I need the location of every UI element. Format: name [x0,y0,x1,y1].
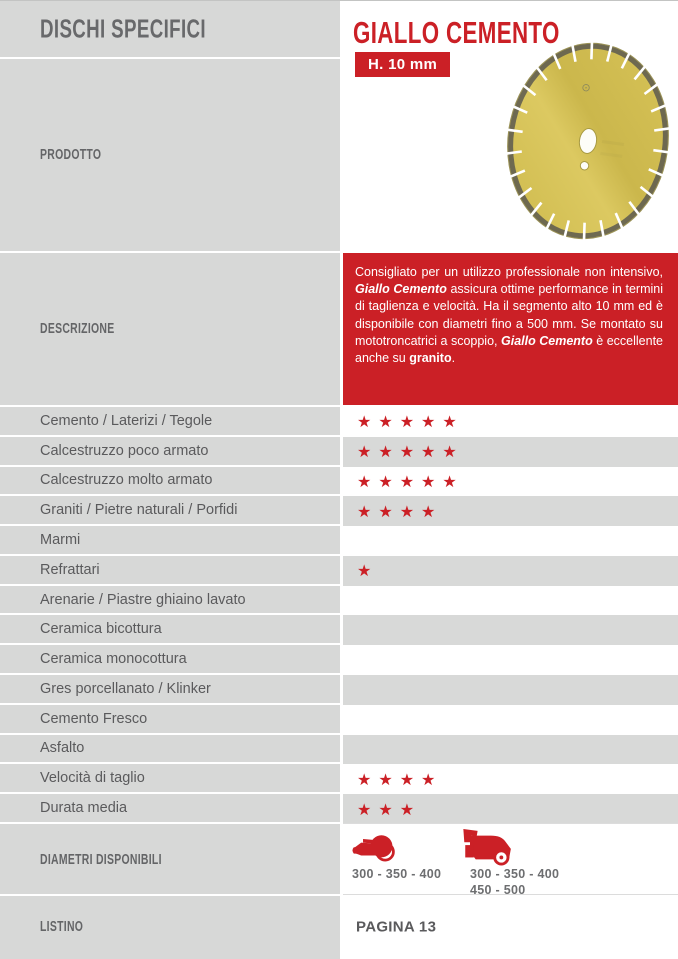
available-diameters [343,824,678,897]
table-row [0,675,678,705]
section-separator [0,57,340,59]
table-row [0,526,678,556]
star-icons: ★★★★★ [357,412,464,432]
star-icons: ★★★★★ [357,442,464,462]
product-title: GIALLO CEMENTO [353,15,560,50]
row-label: Ceramica monocottura [0,645,340,675]
description-segment-product-name: Giallo Cemento [501,333,593,348]
table-row [0,615,678,645]
description-text [343,253,678,405]
label-prodotto: PRODOTTO [40,147,102,163]
floor-saw-diameters [470,867,559,898]
table-row [0,467,678,497]
row-label: Calcestruzzo poco armato [0,437,340,467]
star-rating [343,437,678,467]
description-segment: Consigliato per un utilizzo professionale non intensivo, [355,265,663,279]
star-rating [343,496,678,526]
ratings-table [0,407,678,824]
star-rating [343,615,678,645]
star-icons: ★★★★ [357,769,443,789]
table-row [0,586,678,616]
row-label: Gres porcellanato / Klinker [0,675,340,705]
star-rating [343,586,678,616]
row-label: Refrattari [0,556,340,586]
diameter-line: 300 - 350 - 400 [352,867,442,881]
description-segment-granito: granito [409,351,452,366]
label-diametri-disponibili: DIAMETRI DISPONIBILI [40,852,162,868]
star-rating [343,735,678,765]
section-separator [0,405,340,407]
table-row [0,794,678,824]
table-row [0,407,678,437]
description-segment: . [451,351,456,366]
row-label: Asfalto [0,735,340,765]
cutter-diameters [352,867,441,883]
star-rating [343,705,678,735]
star-icons: ★★★★ [357,501,443,521]
page-title [40,14,270,45]
segment-height-badge: H. 10 mm [355,52,450,77]
star-icons: ★★★ [357,799,422,819]
row-label: Durata media [0,794,340,824]
diameter-line: 300 - 350 - 400 [470,867,560,881]
product-disc-image [498,38,678,245]
diameter-line: 450 - 500 [470,882,526,897]
table-row [0,735,678,765]
row-label: Calcestruzzo molto armato [0,467,340,497]
star-rating [343,764,678,794]
power-cutter-icon [352,835,398,865]
row-label: Arenarie / Piastre ghiaino lavato [0,586,340,616]
section-separator [0,251,340,253]
star-icons: ★★★★★ [357,471,464,491]
star-rating [343,675,678,705]
table-row [0,556,678,586]
description-segment-product-name: Giallo Cemento [355,282,447,297]
svg-text:⊙: ⊙ [580,80,592,95]
description-segment: assicura ottime performance in termini di taglienza e velocità. Ha il segmento alto 10 mm ed è disponibile con diametri fino a 500 mm. Se montato su mototroncatrici a scoppio, [355,282,663,348]
star-rating [343,794,678,824]
row-label: Marmi [0,526,340,556]
page-top-border [0,0,678,1]
star-rating [343,526,678,556]
table-row [0,645,678,675]
row-label: Ceramica bicottura [0,615,340,645]
table-row [0,705,678,735]
star-rating [343,467,678,497]
row-label: Velocità di taglio [0,764,340,794]
floor-saw-icon [455,828,523,866]
diamond-blade-illustration [498,38,678,245]
price-list-page: PAGINA 13 [356,918,437,936]
row-label: Cemento Fresco [0,705,340,735]
column-divider [340,0,343,959]
page-title-text: DISCHI SPECIFICI [40,13,206,44]
table-row [0,496,678,526]
row-label: Graniti / Pietre naturali / Porfidi [0,496,340,526]
section-separator [0,894,340,896]
star-icons: ★ [357,561,379,581]
star-rating [343,556,678,586]
star-rating [343,645,678,675]
table-row [0,437,678,467]
label-descrizione: DESCRIZIONE [40,321,115,337]
table-row [0,764,678,794]
description-segment: è eccellente anche su [355,333,663,366]
star-rating [343,407,678,437]
row-label: Cemento / Laterizi / Tegole [0,407,340,437]
label-listino: LISTINO [40,919,84,935]
